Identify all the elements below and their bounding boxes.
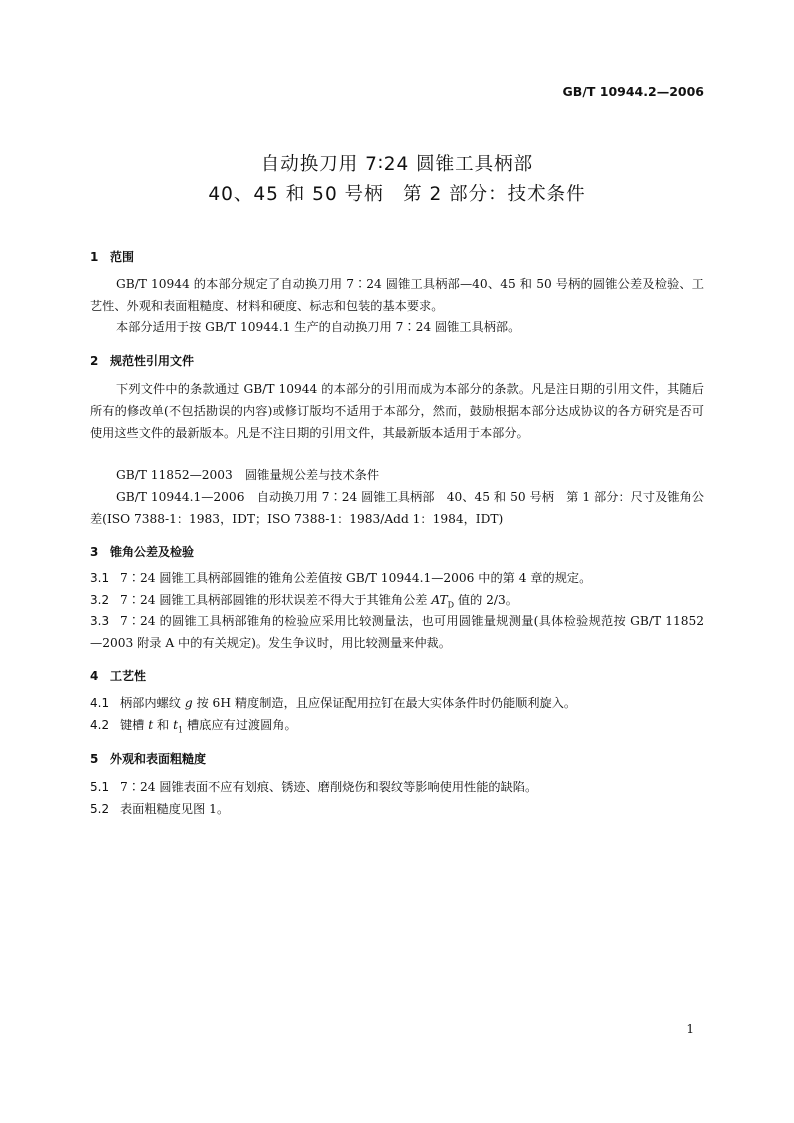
section-4-heading [90, 667, 146, 684]
section-3-heading [90, 543, 194, 560]
section-title: 工艺性 [110, 669, 147, 683]
section-2-heading [90, 352, 194, 369]
clause-text: 7∶24 圆锥工具柄部圆锥的形状误差不得大于其锥角公差 [120, 593, 432, 607]
tolerance-subscript: D [447, 600, 455, 610]
clause-number: 5.2 [90, 802, 110, 816]
section-title: 外观和表面粗糙度 [110, 752, 207, 766]
clause-5-2 [90, 798, 704, 820]
document-title-line-2: 40、45 和 50 号柄 第 2 部分：技术条件 [208, 184, 586, 205]
section-number: 2 [90, 354, 99, 368]
section-5-heading [90, 750, 206, 767]
thread-symbol: g [184, 696, 193, 710]
section-number: 1 [90, 250, 99, 264]
clause-number: 5.1 [90, 780, 110, 794]
clause-text: 柄部内螺纹 [120, 696, 185, 710]
clause-text-end: 值的 2/3。 [454, 593, 518, 607]
tolerance-symbol: AT [431, 593, 448, 607]
clause-4-1 [90, 692, 704, 714]
standard-number: GB/T 10944.2—2006 [562, 84, 704, 99]
clause-number: 3.1 [90, 571, 110, 585]
clause-3-1 [90, 567, 704, 589]
clause-3-3 [90, 610, 704, 654]
keyway-symbol-2: t [173, 718, 178, 732]
page-number: 1 [686, 1022, 694, 1036]
clause-4-2 [90, 714, 704, 741]
clause-text: 7∶24 圆锥表面不应有划痕、锈迹、磨削烧伤和裂纹等影响使用性能的缺陷。 [120, 780, 538, 794]
clause-number: 3.2 [90, 593, 110, 607]
section-1-paragraph-1: GB/T 10944 的本部分规定了自动换刀用 7∶24 圆锥工具柄部—40、45 和 50 号柄的圆锥公差及检验、工艺性、外观和表面粗糙度、材料和硬度、标志和包装的基本要求。 [90, 277, 704, 313]
clause-number: 4.1 [90, 696, 110, 710]
section-1-heading [90, 248, 134, 265]
section-number: 5 [90, 752, 99, 766]
keyway-symbol: t [148, 718, 154, 732]
clause-text: 7∶24 的圆锥工具柄部锥角的检验应采用比较测量法，也可用圆锥量规测量(具体检验规范按 GB/T 11852—2003 附录 A 中的有关规定)。发生争议时，用比较测量来仲裁。 [90, 614, 704, 650]
section-title: 锥角公差及检验 [110, 545, 195, 559]
section-number: 3 [90, 545, 99, 559]
document-title-line-1: 自动换刀用 7∶24 圆锥工具柄部 [260, 154, 534, 175]
section-2-paragraph: 下列文件中的条款通过 GB/T 10944 的本部分的引用而成为本部分的条款。凡是注日期的引用文件，其随后所有的修改单(不包括勘误的内容)或修订版均不适用于本部分，然而，鼓励根据本部分达成协议的各方研究是否可使用这些文件的最新版本。凡是不注日期的引用文件，其最新版本适用于本部分。 [90, 382, 704, 440]
clause-number: 4.2 [90, 718, 110, 732]
clause-text: 键槽 [120, 718, 149, 732]
clause-5-1 [90, 776, 704, 798]
section-title: 规范性引用文件 [110, 354, 195, 368]
normative-reference-2: GB/T 10944.1—2006 自动换刀用 7∶24 圆锥工具柄部 40、45 和 50 号柄 第 1 部分：尺寸及锥角公差(ISO 7388-1：1983，IDT；ISO 7388-1：1983/Add 1：1984，IDT) [90, 490, 704, 526]
clause-number: 3.3 [90, 614, 110, 628]
clause-text: 表面粗糙度见图 1。 [120, 802, 230, 816]
normative-reference-1: GB/T 11852—2003 圆锥量规公差与技术条件 [116, 468, 380, 482]
clause-text-end: 按 6H 精度制造，且应保证配用拉钉在最大实体条件时仍能顺利旋入。 [192, 696, 577, 710]
clause-text-mid: 和 [153, 718, 174, 732]
keyway-subscript: 1 [178, 725, 184, 735]
clause-text: 7∶24 圆锥工具柄部圆锥的锥角公差值按 GB/T 10944.1—2006 中的第 4 章的规定。 [120, 571, 592, 585]
clause-text-end: 槽底应有过渡圆角。 [183, 718, 297, 732]
section-title: 范围 [110, 250, 135, 264]
section-1-paragraph-2: 本部分适用于按 GB/T 10944.1 生产的自动换刀用 7∶24 圆锥工具柄部。 [116, 320, 521, 334]
section-number: 4 [90, 669, 99, 683]
